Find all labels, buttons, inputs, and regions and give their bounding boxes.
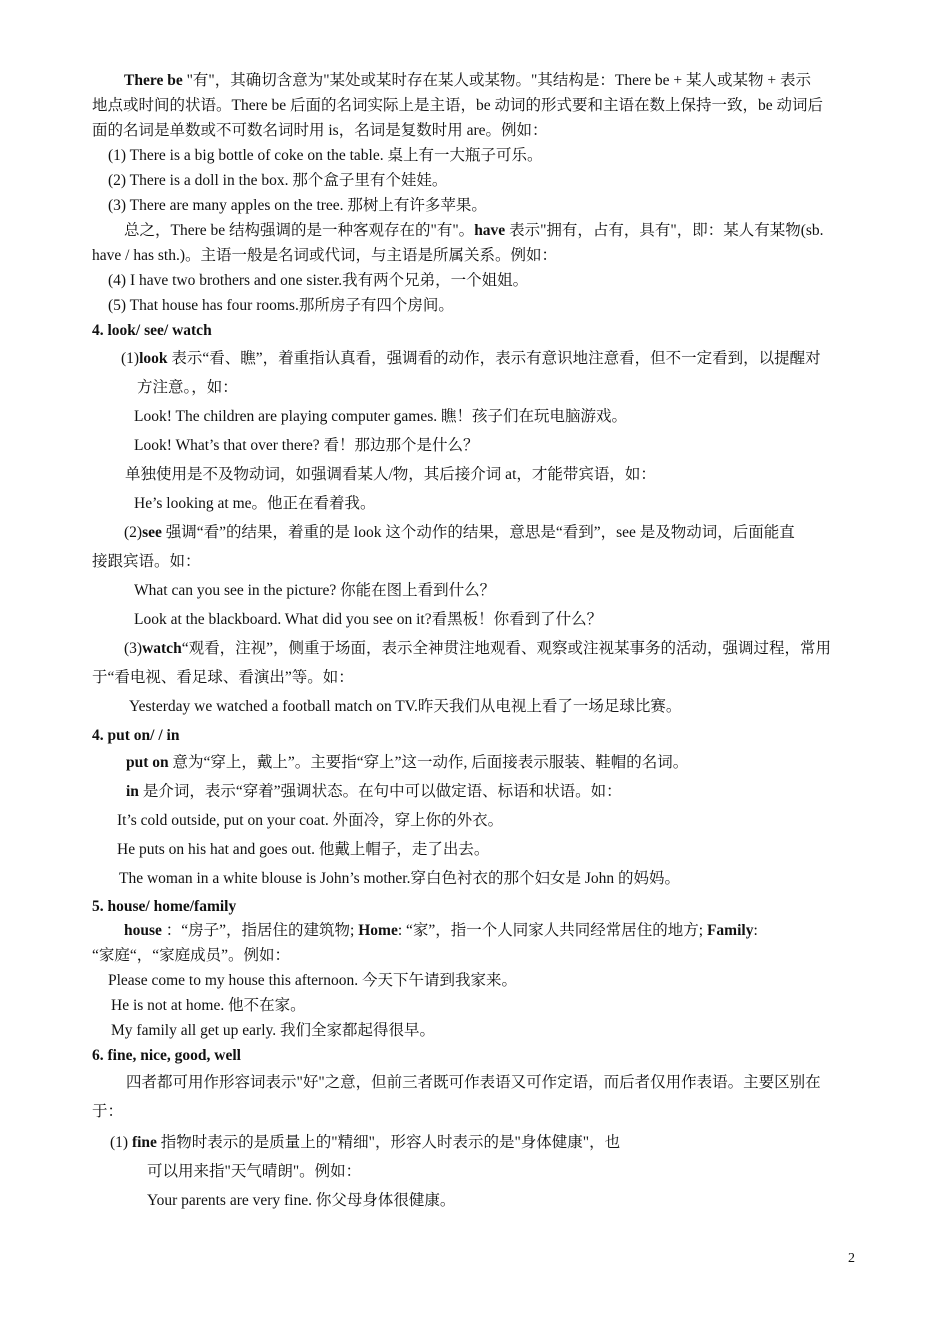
watch-example-1: Yesterday we watched a football match on TV.昨天我们从电视上看了一场足球比赛。 — [129, 698, 682, 715]
look-example-2: Look! What’s that over there? 看！那边那个是什么？ — [134, 437, 479, 454]
fine-item-line-1: (1) fine 指物时表示的是质量上的"精细"，形容人时表示的是"身体健康"，也 — [110, 1134, 621, 1151]
house-term: house — [124, 922, 162, 939]
example-2: (2) There is a doll in the box. 那个盒子里有个娃娃。 — [108, 172, 448, 189]
fine-desc-line-1: 四者都可用作形容词表示"好"之意，但前三者既可作表语又可作定语，而后者仅用作表语。主要区别在 — [126, 1074, 821, 1091]
in-example-1: The woman in a white blouse is John’s mother.穿白色衬衣的那个妇女是 John 的妈妈。 — [119, 870, 680, 887]
intro-line-2: 地点或时间的状语。There be 后面的名词实际上是主语，be 动词的形式要和主语在数上保持一致，be 动词后 — [92, 97, 824, 114]
home-term: Home — [358, 922, 398, 939]
intro-line-1: There be "有"，其确切含意为"某处或某时存在某人或某物。"其结构是：There be + 某人或某物 + 表示 — [124, 72, 812, 89]
have-term: have — [474, 222, 506, 239]
put-on-example-2: He puts on his hat and goes out. 他戴上帽子，走了出去。 — [117, 841, 490, 858]
watch-desc-line-2: 于“看电视、看足球、看演出”等。如： — [92, 669, 354, 686]
family-term: Family — [706, 922, 754, 939]
watch-desc-line-1: (3)watch“观看，注视”，侧重于场面，表示全神贯注地观看、观察或注视某事务的活动，强调过程，常用 — [124, 640, 831, 657]
look-note: 单独使用是不及物动词，如强调看某人/物，其后接介词 at，才能带宾语，如： — [125, 466, 656, 483]
look-desc-line-2: 方注意。，如： — [137, 379, 238, 396]
fine-desc-line-2: 于： — [92, 1103, 124, 1120]
house-example-1: Please come to my house this afternoon. 今天下午请到我家来。 — [108, 972, 517, 989]
put-on-desc: put on 意为“穿上，戴上”。主要指“穿上”这一动作, 后面接表示服装、鞋帽的名词。 — [126, 754, 689, 771]
there-be-term: There be — [124, 72, 183, 89]
house-desc-line-2: “家庭“，“家庭成员”。例如： — [92, 947, 291, 964]
summary-line-2: have / has sth.)。主语一般是名词或代词，与主语是所属关系。例如： — [92, 247, 557, 264]
house-example-3: My family all get up early. 我们全家都起得很早。 — [111, 1022, 436, 1039]
in-desc: in 是介词，表示“穿着”强调状态。在句中可以做定语、标语和状语。如： — [126, 783, 622, 800]
look-desc-line-1: (1)look 表示“看、瞧”，着重指认真看，强调看的动作，表示有意识地注意看，但不一定看到，以提醒对 — [121, 350, 821, 367]
intro-line-3: 面的名词是单数或不可数名词时用 is，名词是复数时用 are。例如： — [92, 122, 548, 139]
look-example-1: Look! The children are playing computer games. 瞧！孩子们在玩电脑游戏。 — [134, 408, 628, 425]
see-example-1: What can you see in the picture? 你能在图上看到什么？ — [134, 582, 496, 599]
summary-line-1: 总之，There be 结构强调的是一种客观存在的"有"。have 表示"拥有，占有，具有"，即：某人有某物(sb. — [124, 222, 824, 239]
fine-item-line-2: 可以用来指"天气晴朗"。例如： — [147, 1163, 362, 1180]
page-number: 2 — [848, 1251, 855, 1266]
example-4: (4) I have two brothers and one sister.我有两个兄弟，一个姐姐。 — [108, 272, 529, 289]
see-desc-line-1: (2)see 强调“看”的结果，着重的是 look 这个动作的结果，意思是“看到”，see 是及物动词，后面能直 — [124, 524, 795, 541]
section-heading-house: 5. house/ home/family — [92, 898, 237, 915]
house-desc-line-1: house ：“房子”，指居住的建筑物; Home: “家”，指一个人同家人共同经常居住的地方; Family: — [124, 922, 758, 939]
see-example-2: Look at the blackboard. What did you see on it?看黑板！你看到了什么？ — [134, 611, 603, 628]
put-on-example-1: It’s cold outside, put on your coat. 外面冷，穿上你的外衣。 — [117, 812, 504, 829]
house-example-2: He is not at home. 他不在家。 — [111, 997, 306, 1014]
watch-term: watch — [142, 640, 182, 657]
look-example-3: He’s looking at me。他正在看着我。 — [134, 495, 376, 512]
look-term: look — [139, 350, 168, 367]
see-desc-line-2: 接跟宾语。如： — [92, 553, 201, 570]
example-3: (3) There are many apples on the tree. 那树上有许多苹果。 — [108, 197, 487, 214]
example-5: (5) That house has four rooms.那所房子有四个房间。 — [108, 297, 454, 314]
example-1: (1) There is a big bottle of coke on the table. 桌上有一大瓶子可乐。 — [108, 147, 543, 164]
fine-example-1: Your parents are very fine. 你父母身体很健康。 — [147, 1192, 456, 1209]
see-term: see — [142, 524, 162, 541]
section-heading-fine: 6. fine, nice, good, well — [92, 1047, 241, 1064]
section-heading-look: 4. look/ see/ watch — [92, 322, 212, 339]
in-term: in — [126, 783, 139, 800]
put-on-term: put on — [126, 754, 169, 771]
section-heading-put-on: 4. put on/ / in — [92, 727, 180, 744]
fine-term: fine — [131, 1134, 157, 1151]
